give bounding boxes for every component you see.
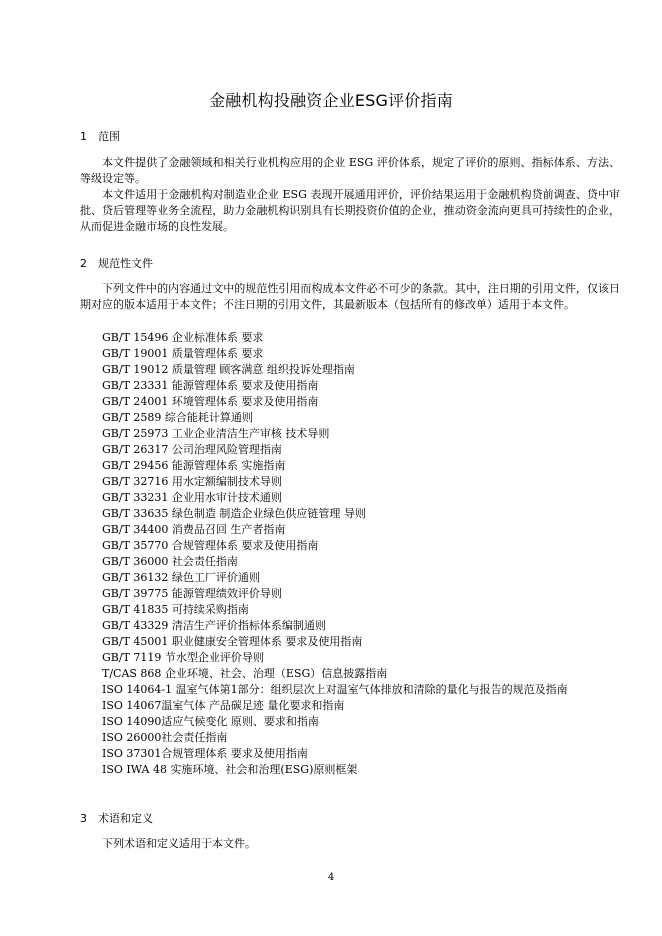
reference-item: T/CAS 868 企业环境、社会、治理（ESG）信息披露指南 — [102, 667, 388, 680]
reference-item: GB/T 24001 环境管理体系 要求及使用指南 — [102, 395, 319, 408]
reference-item: ISO 14064-1 温室气体第1部分：组织层次上对温室气体排放和清除的量化与报告的规范及指南 — [102, 683, 568, 696]
section-number: 2 — [80, 257, 87, 270]
reference-item: GB/T 2589 综合能耗计算通则 — [102, 411, 253, 424]
reference-item: GB/T 7119 节水型企业评价导则 — [102, 651, 264, 664]
section-number: 3 — [80, 812, 87, 825]
scope-paragraph-1: 本文件提供了金融领域和相关行业机构应用的企业 ESG 评价体系，规定了评价的原则、指标体系、方法、等级设定等。 — [80, 156, 620, 185]
reference-item: ISO IWA 48 实施环境、社会和治理(ESG)原则框架 — [102, 763, 358, 776]
reference-list — [80, 330, 620, 778]
section-title: 规范性文件 — [98, 257, 153, 270]
reference-item: GB/T 43329 清洁生产评价指标体系编制通则 — [102, 619, 326, 632]
reference-item: ISO 26000社会责任指南 — [102, 731, 228, 744]
reference-item: GB/T 26317 公司治理风险管理指南 — [102, 443, 282, 456]
reference-item: GB/T 36000 社会责任指南 — [102, 555, 238, 568]
reference-item: GB/T 36132 绿色工厂评价通则 — [102, 571, 260, 584]
reference-item: GB/T 41835 可持续采购指南 — [102, 603, 249, 616]
reference-item: GB/T 19012 质量管理 顾客满意 组织投诉处理指南 — [102, 363, 355, 376]
reference-item: ISO 14067温室气体 产品碳足迹 量化要求和指南 — [102, 699, 345, 712]
section-title: 术语和定义 — [98, 812, 153, 825]
normative-intro: 下列文件中的内容通过文中的规范性引用而构成本文件必不可少的条款。其中，注日期的引用文件，仅该日期对应的版本适用于本文件；不注日期的引用文件，其最新版本（包括所有的修改单）适用于本文件。 — [80, 282, 620, 311]
reference-item: GB/T 23331 能源管理体系 要求及使用指南 — [102, 379, 319, 392]
reference-item: GB/T 19001 质量管理体系 要求 — [102, 347, 264, 360]
reference-item: GB/T 45001 职业健康安全管理体系 要求及使用指南 — [102, 635, 363, 648]
section-heading-terms — [80, 810, 153, 826]
scope-paragraph-2: 本文件适用于金融机构对制造业企业 ESG 表现开展通用评价，评价结果运用于金融机构贷前调查、贷中审批、贷后管理等业务全流程，助力金融机构识别具有长期投资价值的企业，推动资金流向更具可持续性的企业，从而促进金融市场的良性发展。 — [80, 188, 620, 233]
reference-item: GB/T 29456 能源管理体系 实施指南 — [102, 459, 286, 472]
reference-item: GB/T 15496 企业标准体系 要求 — [102, 331, 264, 344]
reference-item: GB/T 33635 绿色制造 制造企业绿色供应链管理 导则 — [102, 507, 366, 520]
reference-item: GB/T 35770 合规管理体系 要求及使用指南 — [102, 539, 319, 552]
reference-item: ISO 37301合规管理体系 要求及使用指南 — [102, 747, 308, 760]
reference-item: GB/T 25973 工业企业清洁生产审核 技术导则 — [102, 427, 330, 440]
terms-intro: 下列术语和定义适用于本文件。 — [102, 837, 256, 850]
section-heading-scope — [80, 128, 120, 144]
section-title: 范围 — [98, 130, 120, 143]
reference-item: ISO 14090适应气候变化 原则、要求和指南 — [102, 715, 319, 728]
document-title: 金融机构投融资企业ESG评价指南 — [209, 91, 453, 110]
page-number: 4 — [327, 872, 335, 883]
reference-item: GB/T 32716 用水定额编制技术导则 — [102, 475, 282, 488]
reference-item: GB/T 39775 能源管理绩效评价导则 — [102, 587, 282, 600]
reference-item: GB/T 34400 消费品召回 生产者指南 — [102, 523, 286, 536]
reference-item: GB/T 33231 企业用水审计技术通则 — [102, 491, 282, 504]
section-heading-normative — [80, 255, 153, 271]
section-number: 1 — [80, 130, 87, 143]
